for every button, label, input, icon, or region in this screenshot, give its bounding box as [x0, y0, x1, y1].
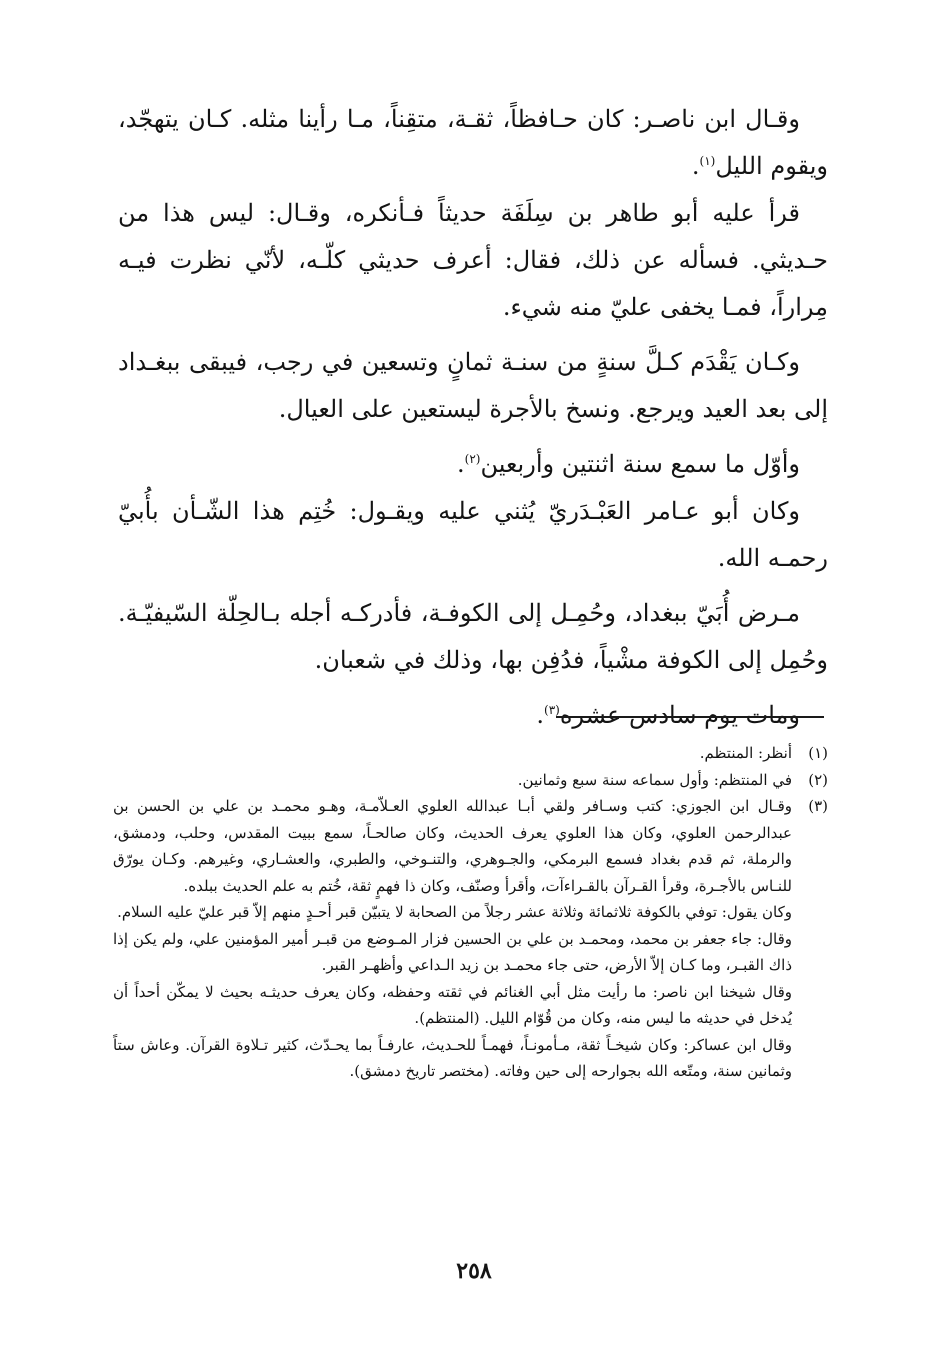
footnotes: [113, 740, 828, 1085]
footnote-text: أنظر: المنتظم.: [699, 744, 792, 762]
footnote-text: وكان يقول: توفي بالكوفة ثلاثمائة وثلاثة عشر رجلاً من الصحابة لا يتبيّن قبر أحـدٍ منهم إلاّ قبر عليّ عليه السلام.: [117, 903, 792, 921]
paragraph: [118, 96, 828, 190]
footnote-number: (٢): [808, 770, 828, 789]
paragraph: [118, 441, 828, 488]
footnote: [113, 793, 828, 1085]
paragraph: مـرض أُبَيّ ببغداد، وحُمِـل إلى الكوفـة، فأدركـه أجله بـالحِلّة السّيفيّـة. وحُمِل إلى الكوفة مشْياً، فدُفِن بها، وذلك في شعبان.: [118, 599, 828, 674]
paragraph: وكان أبو عـامر العَبْـدَريّ يُثني عليه ويقـول: خُتِم هذا الشّـأن بأُبيّ رحمـه الله.: [118, 497, 828, 572]
footnote-text: في المنتظم: وأول سماعه سنة سبع وثمانين.: [517, 770, 792, 789]
punctuation: .: [691, 152, 700, 180]
footnote-text: وقال شيخنا ابن ناصر: ما رأيت مثل أبي الغنائم في ثقته وحفظه، وكان يعرف حديثـه بحيث لا يمكّن أحداً أن يُدخل في حديثه ما ليس منه، وكان من قُوّام الليل. (المنتظم).: [113, 982, 792, 1027]
footnote-ref: (٣): [544, 703, 560, 717]
footnote: [113, 740, 828, 767]
paragraph-text: ومات يوم سادس عشره: [559, 701, 800, 729]
footnote-text: وقـال ابن الجوزي: كتب وسـافر ولقي أبـا عبدالله العلوي العـلاّمـة، وهـو محمـد بن علي بن الحسن بن عبدالرحمن العلوي، وكان هذا العلوي يعرف الحديث، وكان صالحـاً، سمع ببيت المقدس، وحلب، ودمشق، والرملة، ثم قدم بغداد فسمع البرمكي، والجـوهري، والتنـوخي، والطبري، والعشـاري، وغيرهم. وكـان يورّق للنـاس بالأجـرة، وقرأ القـرآن بالقـراءآت، وأقرأ وصنّف، وكان ذا فهمٍ ثقة، خُتم به علم الحديث ببلده.: [113, 797, 792, 895]
paragraph: وكـان يَقْدَم كـلَّ سنةٍ من سنـة ثمانٍ وتسعين في رجب، فيبقى ببغـداد إلى بعد العيد ويرجع. ونسخ بالأجرة ليستعين على العيال.: [118, 348, 828, 423]
paragraph: قرأ عليه أبو طاهر بن سِلَفَة حديثاً فـأنكره، وقـال: ليس هذا من حـديثي. فسأله عن ذلك، فقال: أعرف حديثي كلّـه، لأنّي نظرت فيـه مِراراً، فمـا يخفى عليّ منه شيء.: [118, 199, 828, 321]
footnote-number: (١): [808, 744, 828, 762]
footnote-text: وقال ابن عساكر: وكان شيخـاً ثقة، مـأمونـاً، فهمـاً للحـديث، عارفـاً بما يحـدّث، كثير تـلاوة القرآن. وعاش ستاً وثمانين سنة، ومتّعه الله بجوارحه إلى حين وفاته. (مختصر تاريخ دمشق).: [113, 1035, 792, 1080]
footnote: [113, 767, 828, 794]
footnote-ref: (٢): [464, 452, 481, 466]
footnote-ref: (١): [699, 154, 716, 168]
footnote-text: وقال: جاء جعفر بن محمد، ومحمـد بن علي بن الحسين فزار المـوضع من قبـر أمير المؤمنين علي، ولم يكن إذا ذاك القبـر، وما كـان إلاّ الأرض، حتى جاء محمـد بن زيد الـداعي وأظهـر القبر.: [113, 929, 792, 974]
paragraph-text: وقـال ابن ناصـر: كان حـافظاً، ثقـة، متقِناً، مـا رأينا مثله. كـان يتهجّد، ويقوم الليل: [118, 105, 828, 180]
footnote-separator: [556, 716, 824, 718]
paragraph-text: وأوّل ما سمع سنة اثنتين وأربعين: [480, 450, 800, 478]
footnote-number: (٣): [808, 797, 828, 815]
page-number: ٢٥٨: [456, 1258, 492, 1284]
main-text: [118, 96, 828, 747]
punctuation: .: [536, 701, 545, 729]
punctuation: .: [456, 450, 465, 478]
